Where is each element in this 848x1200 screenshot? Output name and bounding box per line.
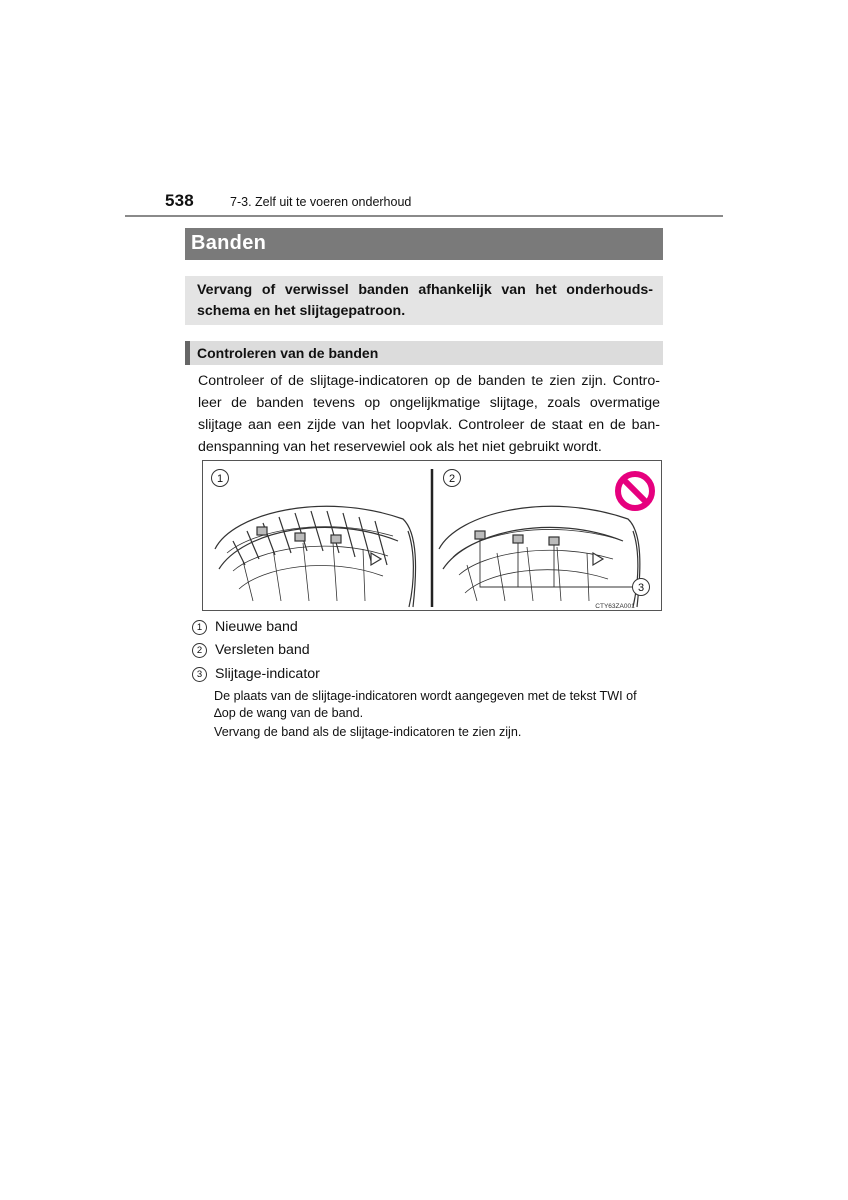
legend-label: Nieuwe band (215, 619, 298, 635)
intro-text: Vervang of verwissel banden afhankelijk van het onderhouds-schema en het slijtagepatroon. (197, 282, 653, 319)
subsection-title: Controleren van de banden (197, 345, 379, 361)
note-replace: Vervang de band als de slijtage-indicatoren te zien zijn. (214, 725, 522, 739)
legend-item-3 (192, 664, 652, 684)
figure-label-1 (212, 470, 229, 487)
figure-label-3-text: 3 (637, 582, 645, 594)
legend-label: Slijtage-indicator (215, 666, 320, 682)
figure-code: CTY63ZA001 (595, 603, 635, 610)
legend-number: 1 (192, 620, 207, 635)
header-rule (125, 215, 723, 217)
page-number: 538 (165, 191, 194, 210)
intro-box (185, 276, 663, 325)
section-title: Banden (191, 232, 267, 254)
figure-label-3 (633, 579, 650, 596)
subsection-bar (185, 341, 663, 365)
body-text: Controleer of de slijtage-indicatoren op de banden te zien zijn. Contro-leer de banden tevens op ongelijkmatige slijtage, zoals overmatige slijtage aan een zijde van het loopvlak. Controleer de staat en de ban-denspanning van het reservewiel ook als het niet gebruikt wordt. (198, 373, 660, 455)
note-twi: De plaats van de slijtage-indicatoren wordt aangegeven met de tekst TWI of ∆op de wang van de band. (214, 689, 637, 720)
tire-figure (202, 460, 662, 611)
subsection-accent (185, 341, 190, 365)
section-title-bar (185, 228, 663, 260)
running-head: 7-3. Zelf uit te voeren onderhoud (230, 195, 412, 209)
legend-item-2 (192, 640, 652, 660)
prohibited-icon (618, 474, 652, 508)
legend-number: 2 (192, 643, 207, 658)
indicator-leader-lines (480, 539, 633, 587)
worn-tire-illustration (439, 506, 640, 607)
figure-label-2 (444, 470, 461, 487)
legend-label: Versleten band (215, 642, 310, 658)
legend-number: 3 (192, 667, 207, 682)
new-tire-illustration (215, 506, 416, 607)
legend-item-1 (192, 617, 652, 637)
figure-label-1-text: 1 (216, 473, 224, 485)
figure-label-2-text: 2 (448, 473, 456, 485)
